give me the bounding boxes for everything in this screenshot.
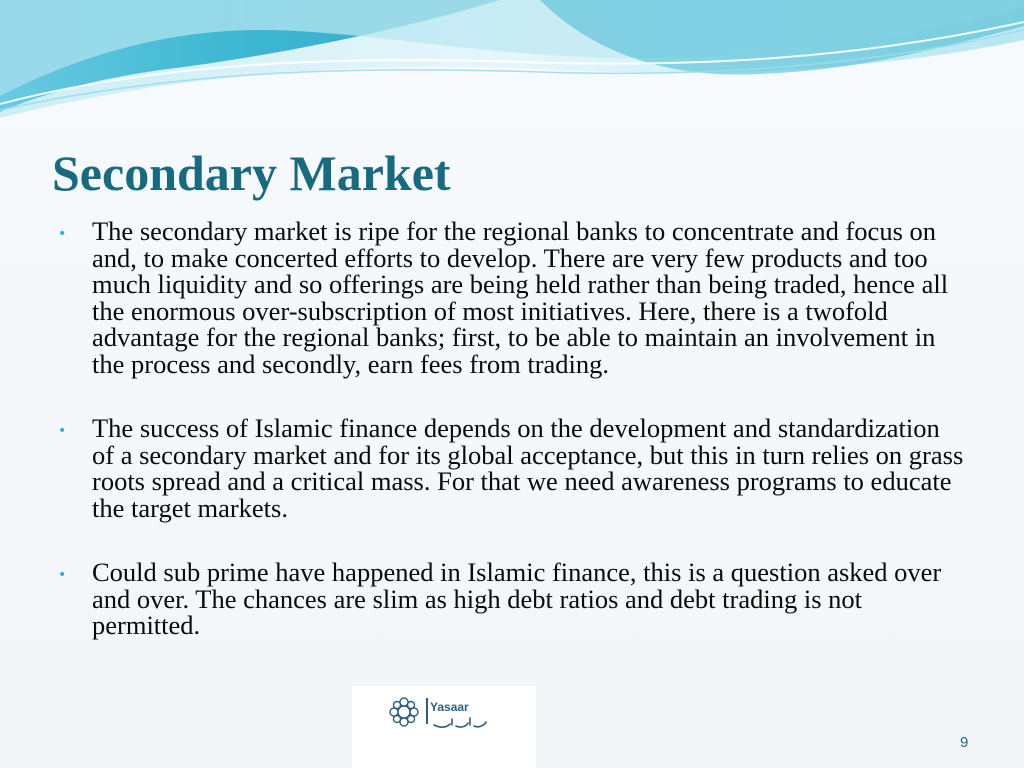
logo-divider <box>426 698 428 724</box>
slide-title: Secondary Market <box>52 145 451 201</box>
bullet-item <box>56 218 966 377</box>
logo-arabic-script <box>432 716 490 730</box>
bullet-marker: • <box>58 567 67 583</box>
bullet-marker: • <box>58 226 67 242</box>
logo <box>352 686 536 768</box>
bullet-text: The secondary market is ripe for the regional banks to concentrate and focus on and, to make concerted efforts to develop. There are very few products and too much liquidity and so offerings are being held rather than being traded, hence all the enormous over-subscription of most initiatives. Here, there is a twofold advantage for the regional banks; first, to be able to maintain an involvement in the process and secondly, earn fees from trading. <box>92 216 949 379</box>
page-number: 9 <box>960 734 969 751</box>
bullet-text: Could sub prime have happened in Islamic finance, this is a question asked over and over. The chances are slim as high debt ratios and debt trading is not permitted. <box>92 557 942 640</box>
bullet-item <box>56 415 966 521</box>
bullet-text: The success of Islamic finance depends on the development and standardization of a secondary market and for its global acceptance, but this in turn relies on grass roots spread and a critical mass. For that we need awareness programs to educate the target markets. <box>92 413 964 523</box>
bullet-marker: • <box>58 423 67 439</box>
logo-text: Yasaar <box>430 700 469 714</box>
yasaar-logo-icon <box>386 694 422 730</box>
bullet-list <box>56 218 966 677</box>
bullet-item <box>56 559 966 639</box>
header-wave-decoration <box>0 0 1024 130</box>
